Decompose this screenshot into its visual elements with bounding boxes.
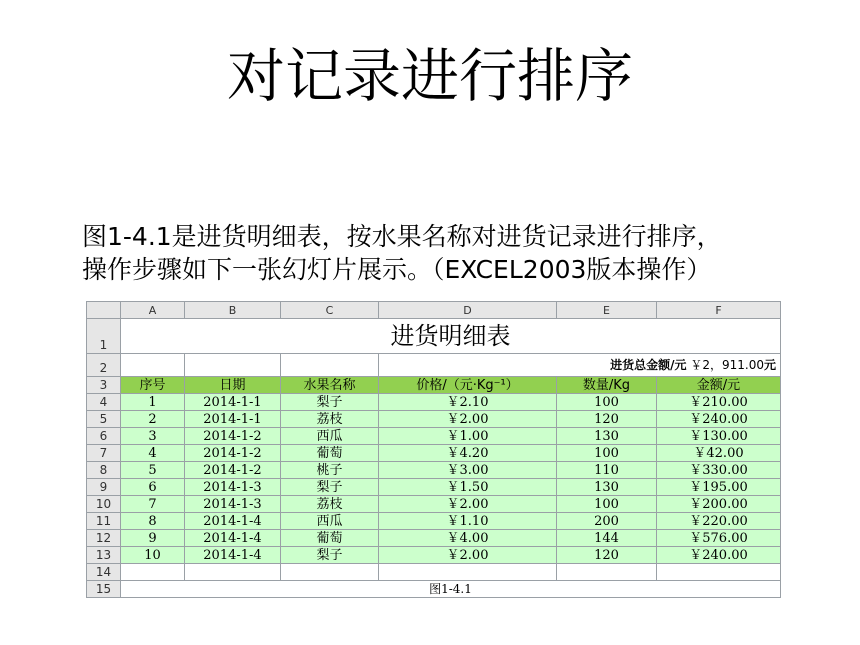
- cell-a14[interactable]: [121, 564, 185, 581]
- cell-serial[interactable]: 5: [121, 462, 185, 479]
- cell-b2[interactable]: [185, 354, 281, 377]
- cell-quantity[interactable]: 120: [557, 411, 657, 428]
- total-unit: 元: [763, 357, 776, 372]
- row-header[interactable]: 5: [87, 411, 121, 428]
- row-header-1[interactable]: 1: [87, 319, 121, 354]
- table-title-cell[interactable]: 进货明细表: [121, 319, 781, 354]
- cell-price[interactable]: ￥1.10: [379, 513, 557, 530]
- table-row: [87, 428, 781, 445]
- cell-fruit-name[interactable]: 葡萄: [281, 530, 379, 547]
- column-header-e[interactable]: E: [557, 302, 657, 319]
- table-row: [87, 530, 781, 547]
- cell-serial[interactable]: 6: [121, 479, 185, 496]
- cell-fruit-name[interactable]: 桃子: [281, 462, 379, 479]
- cell-quantity[interactable]: 120: [557, 547, 657, 564]
- sheet-row-15: [87, 581, 781, 598]
- cell-serial[interactable]: 3: [121, 428, 185, 445]
- cell-amount[interactable]: ￥200.00: [657, 496, 781, 513]
- cell-quantity[interactable]: 100: [557, 496, 657, 513]
- row-header[interactable]: 12: [87, 530, 121, 547]
- cell-serial[interactable]: 9: [121, 530, 185, 547]
- cell-amount[interactable]: ￥220.00: [657, 513, 781, 530]
- row-header-14[interactable]: 14: [87, 564, 121, 581]
- table-row: [87, 411, 781, 428]
- table-row: [87, 547, 781, 564]
- header-cell-serial[interactable]: 序号: [121, 377, 185, 394]
- cell-fruit-name[interactable]: 荔枝: [281, 411, 379, 428]
- cell-amount[interactable]: ￥240.00: [657, 411, 781, 428]
- total-amount-cell[interactable]: [379, 354, 781, 377]
- cell-price[interactable]: ￥1.00: [379, 428, 557, 445]
- cell-quantity[interactable]: 130: [557, 479, 657, 496]
- cell-quantity[interactable]: 110: [557, 462, 657, 479]
- cell-date[interactable]: 2014-1-4: [185, 530, 281, 547]
- cell-amount[interactable]: ￥330.00: [657, 462, 781, 479]
- cell-price[interactable]: ￥2.00: [379, 496, 557, 513]
- header-cell-price[interactable]: 价格/（元·Kg⁻¹）: [379, 377, 557, 394]
- row-header[interactable]: 9: [87, 479, 121, 496]
- row-header[interactable]: 4: [87, 394, 121, 411]
- cell-quantity[interactable]: 144: [557, 530, 657, 547]
- body-line-2: 操作步骤如下一张幻灯片展示。（EXCEL2003版本操作）: [82, 255, 712, 284]
- column-header-d[interactable]: D: [379, 302, 557, 319]
- cell-date[interactable]: 2014-1-4: [185, 547, 281, 564]
- sheet-row-2: [87, 354, 781, 377]
- row-header-2[interactable]: 2: [87, 354, 121, 377]
- table-row: [87, 513, 781, 530]
- cell-serial[interactable]: 4: [121, 445, 185, 462]
- sheet-row-14: [87, 564, 781, 581]
- cell-c14[interactable]: [281, 564, 379, 581]
- cell-date[interactable]: 2014-1-2: [185, 445, 281, 462]
- cell-quantity[interactable]: 100: [557, 394, 657, 411]
- cell-date[interactable]: 2014-1-1: [185, 411, 281, 428]
- cell-d14[interactable]: [379, 564, 557, 581]
- cell-price[interactable]: ￥2.00: [379, 411, 557, 428]
- table-row: [87, 479, 781, 496]
- cell-e14[interactable]: [557, 564, 657, 581]
- header-cell-quantity[interactable]: 数量/Kg: [557, 377, 657, 394]
- row-header[interactable]: 13: [87, 547, 121, 564]
- cell-serial[interactable]: 1: [121, 394, 185, 411]
- cell-date[interactable]: 2014-1-1: [185, 394, 281, 411]
- cell-fruit-name[interactable]: 葡萄: [281, 445, 379, 462]
- cell-price[interactable]: ￥1.50: [379, 479, 557, 496]
- sheet-row-1: [87, 319, 781, 354]
- column-header-f[interactable]: F: [657, 302, 781, 319]
- slide-body-text: [82, 220, 822, 286]
- cell-price[interactable]: ￥2.10: [379, 394, 557, 411]
- row-header[interactable]: 6: [87, 428, 121, 445]
- cell-amount[interactable]: ￥42.00: [657, 445, 781, 462]
- header-cell-fruit-name[interactable]: 水果名称: [281, 377, 379, 394]
- cell-price[interactable]: ￥4.00: [379, 530, 557, 547]
- cell-date[interactable]: 2014-1-2: [185, 428, 281, 445]
- cell-amount[interactable]: ￥210.00: [657, 394, 781, 411]
- cell-fruit-name[interactable]: 西瓜: [281, 513, 379, 530]
- cell-fruit-name[interactable]: 梨子: [281, 479, 379, 496]
- column-header-a[interactable]: A: [121, 302, 185, 319]
- cell-serial[interactable]: 8: [121, 513, 185, 530]
- cell-date[interactable]: 2014-1-2: [185, 462, 281, 479]
- cell-price[interactable]: ￥2.00: [379, 547, 557, 564]
- header-cell-amount[interactable]: 金额/元: [657, 377, 781, 394]
- cell-amount[interactable]: ￥130.00: [657, 428, 781, 445]
- cell-date[interactable]: 2014-1-3: [185, 479, 281, 496]
- row-header[interactable]: 7: [87, 445, 121, 462]
- row-header[interactable]: 8: [87, 462, 121, 479]
- sheet-row-3: [87, 377, 781, 394]
- header-cell-date[interactable]: 日期: [185, 377, 281, 394]
- total-label: 进货总金额/元: [610, 357, 687, 372]
- cell-c2[interactable]: [281, 354, 379, 377]
- cell-b14[interactable]: [185, 564, 281, 581]
- table-row: [87, 462, 781, 479]
- cell-fruit-name[interactable]: 梨子: [281, 394, 379, 411]
- cell-f14[interactable]: [657, 564, 781, 581]
- cell-date[interactable]: 2014-1-3: [185, 496, 281, 513]
- row-header-15[interactable]: 15: [87, 581, 121, 598]
- select-all-corner[interactable]: [87, 302, 121, 319]
- cell-amount[interactable]: ￥576.00: [657, 530, 781, 547]
- table-row: [87, 445, 781, 462]
- spreadsheet-image: [86, 301, 780, 604]
- column-header-row: [87, 302, 781, 319]
- column-header-c[interactable]: C: [281, 302, 379, 319]
- cell-fruit-name[interactable]: 荔枝: [281, 496, 379, 513]
- cell-date[interactable]: 2014-1-4: [185, 513, 281, 530]
- cell-price[interactable]: ￥4.20: [379, 445, 557, 462]
- cell-quantity[interactable]: 200: [557, 513, 657, 530]
- table-row: [87, 496, 781, 513]
- cell-serial[interactable]: 7: [121, 496, 185, 513]
- table-row: [87, 394, 781, 411]
- column-header-b[interactable]: B: [185, 302, 281, 319]
- slide-title: 对记录进行排序: [226, 42, 633, 110]
- cell-amount[interactable]: ￥195.00: [657, 479, 781, 496]
- row-header[interactable]: 10: [87, 496, 121, 513]
- cell-fruit-name[interactable]: 西瓜: [281, 428, 379, 445]
- cell-amount[interactable]: ￥240.00: [657, 547, 781, 564]
- cell-quantity[interactable]: 130: [557, 428, 657, 445]
- cell-quantity[interactable]: 100: [557, 445, 657, 462]
- row-header[interactable]: 11: [87, 513, 121, 530]
- row-header-3[interactable]: 3: [87, 377, 121, 394]
- cell-fruit-name[interactable]: 梨子: [281, 547, 379, 564]
- cell-price[interactable]: ￥3.00: [379, 462, 557, 479]
- body-line-1: 图1-4.1是进货明细表，按水果名称对进货记录进行排序，: [82, 222, 722, 251]
- total-value: ￥2，911.00: [690, 357, 764, 372]
- cell-serial[interactable]: 10: [121, 547, 185, 564]
- cell-a2[interactable]: [121, 354, 185, 377]
- figure-caption-cell[interactable]: 图1-4.1: [121, 581, 781, 598]
- spreadsheet-grid: [86, 301, 781, 598]
- cell-serial[interactable]: 2: [121, 411, 185, 428]
